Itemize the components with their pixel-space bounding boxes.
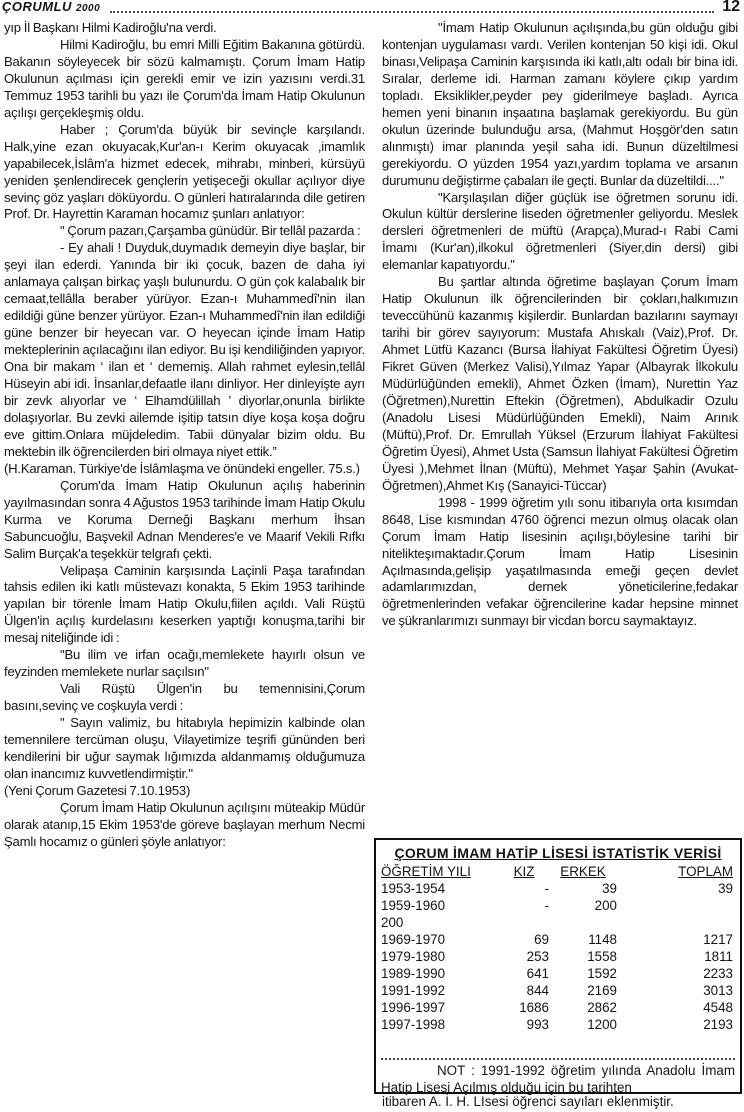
quote-paragraph: - Ey ahali ! Duyduk,duymadık demeyin diye başlar, bir şeyi ilan ederdi. Yanında bir iki çocuk, bazen de daha iyi anlamaya çalışan birkaç yaşlı bulunurdu. O gün çok kalabalık bir cemaat,tellâlla beraber yürüyor. Ezan-ı Muhammedî'nin ilan edildiği güne benzer yürüyor. Ezan-ı Muhammedî'nin ilan edildiği güne benzer bir heyecan var. O heyecan içinde İmam Hatip mekteplerinin açılacağını ilan ediyor. Bu işi kendiliğinden yapıyor. Ona bir makam ‘ ilan et ‘ dememiş. Allah rahmet eylesin,tellâl Hüseyin abi idi. İnsanlar,defaatle ilanı dinliyor. Her dinleyişte ayrı bir zevk alıyorlar ve ‘ Elhamdülillah ’ diyorlar,onunla birlikte dolaşıyorlar. Bu zevki ailemde işitip tatsın diye koşa koşa doğru eve gittim.Onlara müjdeledim. Tabii dünyalar bizim oldu. Bu mektebin ilk öğrencilerden biri olmaya niyet ettik.” [4,240,365,459]
cell-girls: 641 [526,966,549,981]
cell-total: 1811 [704,949,733,964]
table-row [381,1016,733,1033]
cell-total: 1217 [703,932,733,947]
brand-name: ÇORUMLU [2,0,72,14]
cell-boys: 2169 [587,983,617,998]
paragraph: Vali Rüştü Ülgen'in bu temennisini,Çorum basını,sevinç ve coşkuyla verdi : [4,681,365,714]
statistics-header-row [381,863,733,880]
cell-girls: - [544,898,549,913]
cell-total [617,897,733,914]
quote-paragraph: "Karşılaşılan diğer güçlük ise öğretmen sorunu idi. Okulun kültür derslerine liseden öğretmenler geliyordu. Meslek dersleri öğretmenleri de müftü (Arapça),Murad-ı Rabi Cami İmamı (Kur'an),ilkokul öğretmenleri (Siyer,din dersi) gibi elemanlar kapatıyordu." [382,189,738,273]
table-row [381,982,733,999]
statistics-note-continued: itibaren A. İ. H. LIsesi öğrenci sayıları eklenmiştir. [382,1094,674,1109]
cell-girls: 253 [526,949,549,964]
cell-year: 1959-1960 [381,898,446,913]
cell-boys: 2862 [587,1000,617,1015]
cell-boys [549,914,617,931]
cell-boys: 1558 [587,949,617,964]
table-row [381,931,733,948]
cell-boys: 1200 [587,1017,617,1032]
cell-boys: 39 [602,881,617,896]
quote-paragraph: " Çorum pazarı,Çarşamba günüdür. Bir tellâl pazarda : [60,223,361,239]
cell-girls [499,914,549,931]
left-column [4,20,365,851]
page-header [0,0,744,16]
column-header-girls: KIZ [513,864,535,879]
citation: (Yeni Çorum Gazetesi 7.10.1953) [4,782,191,798]
cell-total: 4548 [703,1000,733,1015]
cell-year: 1996-1997 [381,1000,446,1015]
cell-girls: 1686 [519,1000,549,1015]
cell-boys: 200 [594,898,617,913]
cell-total: 3013 [703,983,733,998]
cell-year: 1969-1970 [381,932,446,947]
table-row [381,999,733,1016]
statistics-note: NOT : 1991-1992 öğretim yılında Anadolu İmam Hatip Lisesi Açılmış olduğu için bu tarihten [381,1058,735,1096]
paragraph: Bu şartlar altında öğretime başlayan Çorum İmam Hatip Okulunun ilk öğrencilerinden bir çokları,halkımızın teveccühünü kazanmış kişilerdir. Bunlardan bazılarını saymayı tarihi bir görev sayıyorum: Mustafa Ahıskalı (Vaiz),Prof. Dr. Ahmet Lütfü Kazancı (Bursa İlahiyat Fakültesi Öğretim Üyesi) Fikret Güven (Merkez Valisi),Yılmaz Yapar (Albayrak İlkokulu Müdürlüğünden emekli), Ahmet Özken (İmam), Nurettin Yaz (Öğretmen),Nurettin Eftekin (Öğretmen), Abdulkadir Ozulu (Anadolu Lisesi Müdürlüğünden Emekli), Naim Arınık (Müftü),Prof. Dr. Emrullah Yüksel (Erzurum İlahiyat Fakültesi Öğretim Üyesi), Ahmet Usta (Samsun İlahiyat Fakültesi Öğretim Üyesi ),Mehmet İlnan (Müftü), Mehmet Yaşar Şahin (Avukat-Öğretmen),Ahmet Kış (Sanayici-Tüccar) [382,274,738,493]
table-row [381,914,733,931]
cell-girls: 69 [534,932,549,947]
quote-paragraph: " Sayın valimiz, bu hitabıyla hepimizin kalbinde olan temennilere tercüman oluşu, Vilayetimize teşrifi gününden beri kendilerini bir uğur saymak lığımızda aldanmamış olduğumuza olan inancımız kuvvetlendirmiştir." [4,715,365,781]
statistics-body [381,880,733,1033]
header-dotted-rule [110,11,714,13]
page-number: 12 [722,0,740,15]
statistics-box [374,838,742,1094]
column-header-year: ÖĞRETİM YILI [381,864,471,879]
statistics-table [381,863,733,1033]
cell-total: 2193 [703,1017,733,1032]
citation: (H.Karaman. Türkiye'de İslâmlaşma ve önündeki engeller. 75.s.) [4,460,360,476]
cell-year: 1989-1990 [381,966,446,981]
paragraph: Velipaşa Caminin karşısında Laçinli Paşa tarafından tahsis edilen iki katlı müstevazı konakta, 5 Ekim 1953 tarihinde yapılan bir törenle İmam Hatip Okulu,fiilen açıldı. Vali Rüştü Ülgen'in açılış kurdelasını keserken yaptığı konuşma,tarihi bir mesaj niteliğinde idi : [4,562,365,646]
statistics-title: ÇORUM İMAM HATİP LİSESİ İSTATİSTİK VERİSİ [394,845,722,861]
right-column [382,20,738,630]
cell-year: 1953-1954 [381,881,446,896]
table-row [381,948,733,965]
table-row [381,880,733,897]
cell-girls: - [544,881,549,896]
cell-boys: 1148 [588,932,617,947]
table-row [381,897,733,914]
quote-paragraph: "İmam Hatip Okulunun açılışında,bu gün olduğu gibi kontenjan uygulaması vardı. Verilen kontenjan 50 kişi idi. Okul binası,Velipaşa Caminin karşısında iki katlı,altı odalı bir bina idi. Sıralar, derleme idi. Harman zamanı köylere çıkıp yardım topladı. Eksiklikler,peyder pey giderilmeye başladı. Ayrıca hemen yeni binanın inşaatına başlamak gerekiyordu. Bu gün okulun üzerinde bulunduğu arsa, (Mahmut Hoşgör'den satın alınmıştı) imar planında yeşil saha idi. Bunun düzeltilmesi gerekiyordu. O yüzden 1954 yazı,yardım toplama ve arsanın durumunu değiştirme çabaları ile geçti. Bunlar da düzeltildi...." [382,20,738,188]
column-header-total: TOPLAM [678,864,733,879]
cell-girls: 844 [526,983,549,998]
cell-total [617,914,733,931]
paragraph: Çorum İmam Hatip Okulunun açılışını müteakip Müdür olarak atanıp,15 Ekim 1953'de göreve başlayan merhum Necmi Şamlı hocamız o günleri şöyle anlatıyor: [4,799,365,849]
paragraph: Çorum'da İmam Hatip Okulunun açılış haberinin yayılmasından sonra 4 Ağustos 1953 tarihinde İmam Hatip Okulu Kurma ve Koruma Derneği Başkanı merhum İhsan Sabuncuoğlu, Başvekil Adnan Menderes'e ve Maarif Vekili Rıfkı Salim Burçak'a teşekkür telgrafı çekti. [4,477,365,561]
paragraph: Hilmi Kadiroğlu, bu emri Milli Eğitim Bakanına götürdü. Bakanın söyleyecek bir sözü kalmamıştı. Çorum İmam Hatip Okulunun açılması için gerekli emir ve izin yazısını verdi.31 Temmuz 1953 tarihli bu yazı ile Çorum'da İmam Hatip Okulunun açılışı gerçekleşmiş oldu. [4,36,365,120]
column-header-boys: ERKEK [560,864,606,879]
cell-total: 39 [718,881,733,896]
cell-year: 200 [381,915,404,930]
brand-year: 2000 [75,3,101,14]
table-row [381,965,733,982]
cell-boys: 1592 [587,966,617,981]
quote-paragraph: "Bu ilim ve irfan ocağı,memlekete hayırlı olsun ve feyzinden memlekete nurlar saçılsın" [4,647,365,680]
cell-year: 1979-1980 [381,949,446,964]
cell-year: 1997-1998 [381,1017,446,1032]
paragraph: Haber ; Çorum'da büyük bir sevinçle karşılandı. Halk,yine ezan okuyacak,Kur'an-ı Kerim okuyacak ,imamlık yapabilecek,İslâm'a hizmet edecek, mihrabı, minberi, kürsüyü yeniden şenlendirecek gençlerin yetişeceği okullar açılıyor diye sevinç göz yaşları döküyordu. O günleri hatıralarında dile getiren Prof. Dr. Hayrettin Karaman hocamız şunları anlatıyor: [4,121,365,222]
cell-year: 1991-1992 [381,983,446,998]
paragraph: yıp İl Başkanı Hilmi Kadiroğlu'na verdi. [4,20,217,35]
paragraph: 1998 - 1999 öğretim yılı sonu itibarıyla orta kısımdan 8648, Lise kısmından 4760 öğrenci mezun olmuş olacak olan Çorum İmam Hatip lisesinin açılışı,böylesine tarihi bir nitelikteşımaktadır.Çorum İmam Hatip Lisesinin Açılmasında,gelişip yaşatılmasında emeği geçen devlet adamlarımızdan, dernek yöneticilerine,fedakar öğretmenlerinden vefakar öğrencilerine kadar hepsine minnet ve şükranlarımızı sunmayı bir vicdan borcu saymaktayız. [382,494,738,629]
magazine-brand [2,0,100,14]
cell-girls: 993 [526,1017,549,1032]
cell-total: 2233 [703,966,733,981]
